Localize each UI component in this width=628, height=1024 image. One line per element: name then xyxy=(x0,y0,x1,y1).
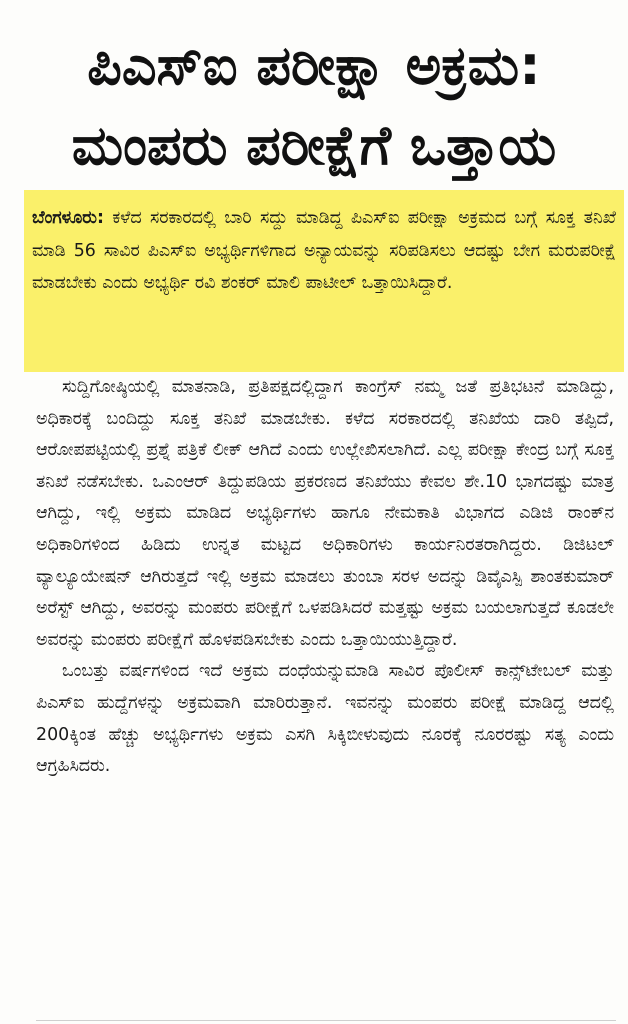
lead-text: ಕಳೆದ ಸರಕಾರದಲ್ಲಿ ಬಾರಿ ಸದ್ದು ಮಾಡಿದ್ದ ಪಿಎಸ್ಐ ಪರೀಕ್ಷಾ ಅಕ್ರಮದ ಬಗ್ಗೆ ಸೂಕ್ತ ತನಿಖೆ ಮಾಡಿ 56 ಸಾವಿರ ಪಿಎಸ್ಐ ಅಭ್ಯರ್ಥಿಗಳಿಗಾದ ಅನ್ಯಾಯವನ್ನು ಸರಿಪಡಿಸಲು ಆದಷ್ಟು ಬೇಗ ಮರುಪರೀಕ್ಷೆ ಮಾಡಬೇಕು ಎಂದು ಅಭ್ಯರ್ಥಿ ರವಿ ಶಂಕರ್ ಮಾಲಿ ಪಾಟೀಲ್ ಒತ್ತಾಯಿಸಿದ್ದಾರೆ. xyxy=(32,208,616,293)
headline-line-1: ಪಿಎಸ್ಐ ಪರೀಕ್ಷಾ ಅಕ್ರಮ: xyxy=(87,34,541,97)
article-body xyxy=(36,372,614,783)
headline-line-2: ಮಂಪರು ಪರೀಕ್ಷೆಗೆ ಒತ್ತಾಯ xyxy=(71,114,557,177)
lead-paragraph xyxy=(32,202,616,300)
bottom-divider xyxy=(36,1020,616,1021)
body-paragraph-2: ಒಂಬತ್ತು ವರ್ಷಗಳಿಂದ ಇದೆ ಅಕ್ರಮ ದಂಧೆಯನ್ನುಮಾಡಿ ಸಾವಿರ ಪೊಲೀಸ್ ಕಾನ್ಸ್‌ಟೇಬಲ್ ಮತ್ತು ಪಿಎಸ್ಐ ಹುದ್ದೆಗಳನ್ನು ಅಕ್ರಮವಾಗಿ ಮಾರಿರುತ್ತಾನೆ. ಇವನನ್ನು ಮಂಪರು ಪರೀಕ್ಷೆ ಮಾಡಿದ್ದ ಆದಲ್ಲಿ 200ಕ್ಕಿಂತ ಹೆಚ್ಚು ಅಭ್ಯರ್ಥಿಗಳು ಅಕ್ರಮ ಎಸಗಿ ಸಿಕ್ಕಿಬೀಳುವುದು ನೂರಕ್ಕೆ ನೂರರಷ್ಟು ಸತ್ಯ ಎಂದು ಆಗ್ರಹಿಸಿದರು. xyxy=(36,661,614,777)
dateline: ಬೆಂಗಳೂರು: xyxy=(32,208,104,228)
body-paragraph-1: ಸುದ್ದಿಗೋಷ್ಠಿಯಲ್ಲಿ ಮಾತನಾಡಿ, ಪ್ರತಿಪಕ್ಷದಲ್ಲಿದ್ದಾಗ ಕಾಂಗ್ರೆಸ್ ನಮ್ಮ ಜತೆ ಪ್ರತಿಭಟನೆ ಮಾಡಿದ್ದು, ಅಧಿಕಾರಕ್ಕೆ ಬಂದಿದ್ದು ಸೂಕ್ತ ತನಿಖೆ ಮಾಡಬೇಕು. ಕಳೆದ ಸರಕಾರದಲ್ಲಿ ತನಿಖೆಯ ದಾರಿ ತಪ್ಪಿದೆ, ಆರೋಪಪಟ್ಟಿಯಲ್ಲಿ ಪ್ರಶ್ನೆ ಪತ್ರಿಕೆ ಲೀಕ್ ಆಗಿದೆ ಎಂದು ಉಲ್ಲೇಖಿಸಲಾಗಿದೆ. ಎಲ್ಲ ಪರೀಕ್ಷಾ ಕೇಂದ್ರ ಬಗ್ಗೆ ಸೂಕ್ತ ತನಿಖೆ ನಡೆಸಬೇಕು. ಒಎಂಆರ್ ತಿದ್ದುಪಡಿಯ ಪ್ರಕರಣದ ತನಿಖೆಯು ಕೇವಲ ಶೇ.10 ಭಾಗದಷ್ಟು ಮಾತ್ರ ಆಗಿದ್ದು, ಇಲ್ಲಿ ಅಕ್ರಮ ಮಾಡಿದ ಅಭ್ಯರ್ಥಿಗಳು ಹಾಗೂ ನೇಮಕಾತಿ ವಿಭಾಗದ ಎಡಿಜಿ ರಾಂಕ್‌ನ ಅಧಿಕಾರಿಗಳಿಂದ ಹಿಡಿದು ಉನ್ನತ ಮಟ್ಟದ ಅಧಿಕಾರಿಗಳು ಕಾರ್ಯನಿರತರಾಗಿದ್ದರು. ಡಿಜಿಟಲ್ ವ್ಯಾಲ್ಯೂಯೇಷನ್ ಆಗಿರುತ್ತದೆ ಇಲ್ಲಿ ಅಕ್ರಮ ಮಾಡಲು ತುಂಬಾ ಸರಳ ಅದನ್ನು ಡಿವೈಎಸ್ಪಿ ಶಾಂತಕುಮಾರ್ ಅರೆಸ್ಟ್ ಆಗಿದ್ದು, ಅವರನ್ನು ಮಂಪರು ಪರೀಕ್ಷೆಗೆ ಒಳಪಡಿಸಿದರೆ ಮತ್ತಷ್ಟು ಅಕ್ರಮ ಬಯಲಾಗುತ್ತದೆ ಕೂಡಲೇ ಅವರನ್ನು ಮಂಪರು ಪರೀಕ್ಷೆಗೆ ಹೊಳಪಡಿಸಬೇಕು ಎಂದು ಒತ್ತಾಯಿಯುತ್ತಿದ್ದಾರೆ. xyxy=(36,377,614,650)
headline xyxy=(14,26,614,186)
